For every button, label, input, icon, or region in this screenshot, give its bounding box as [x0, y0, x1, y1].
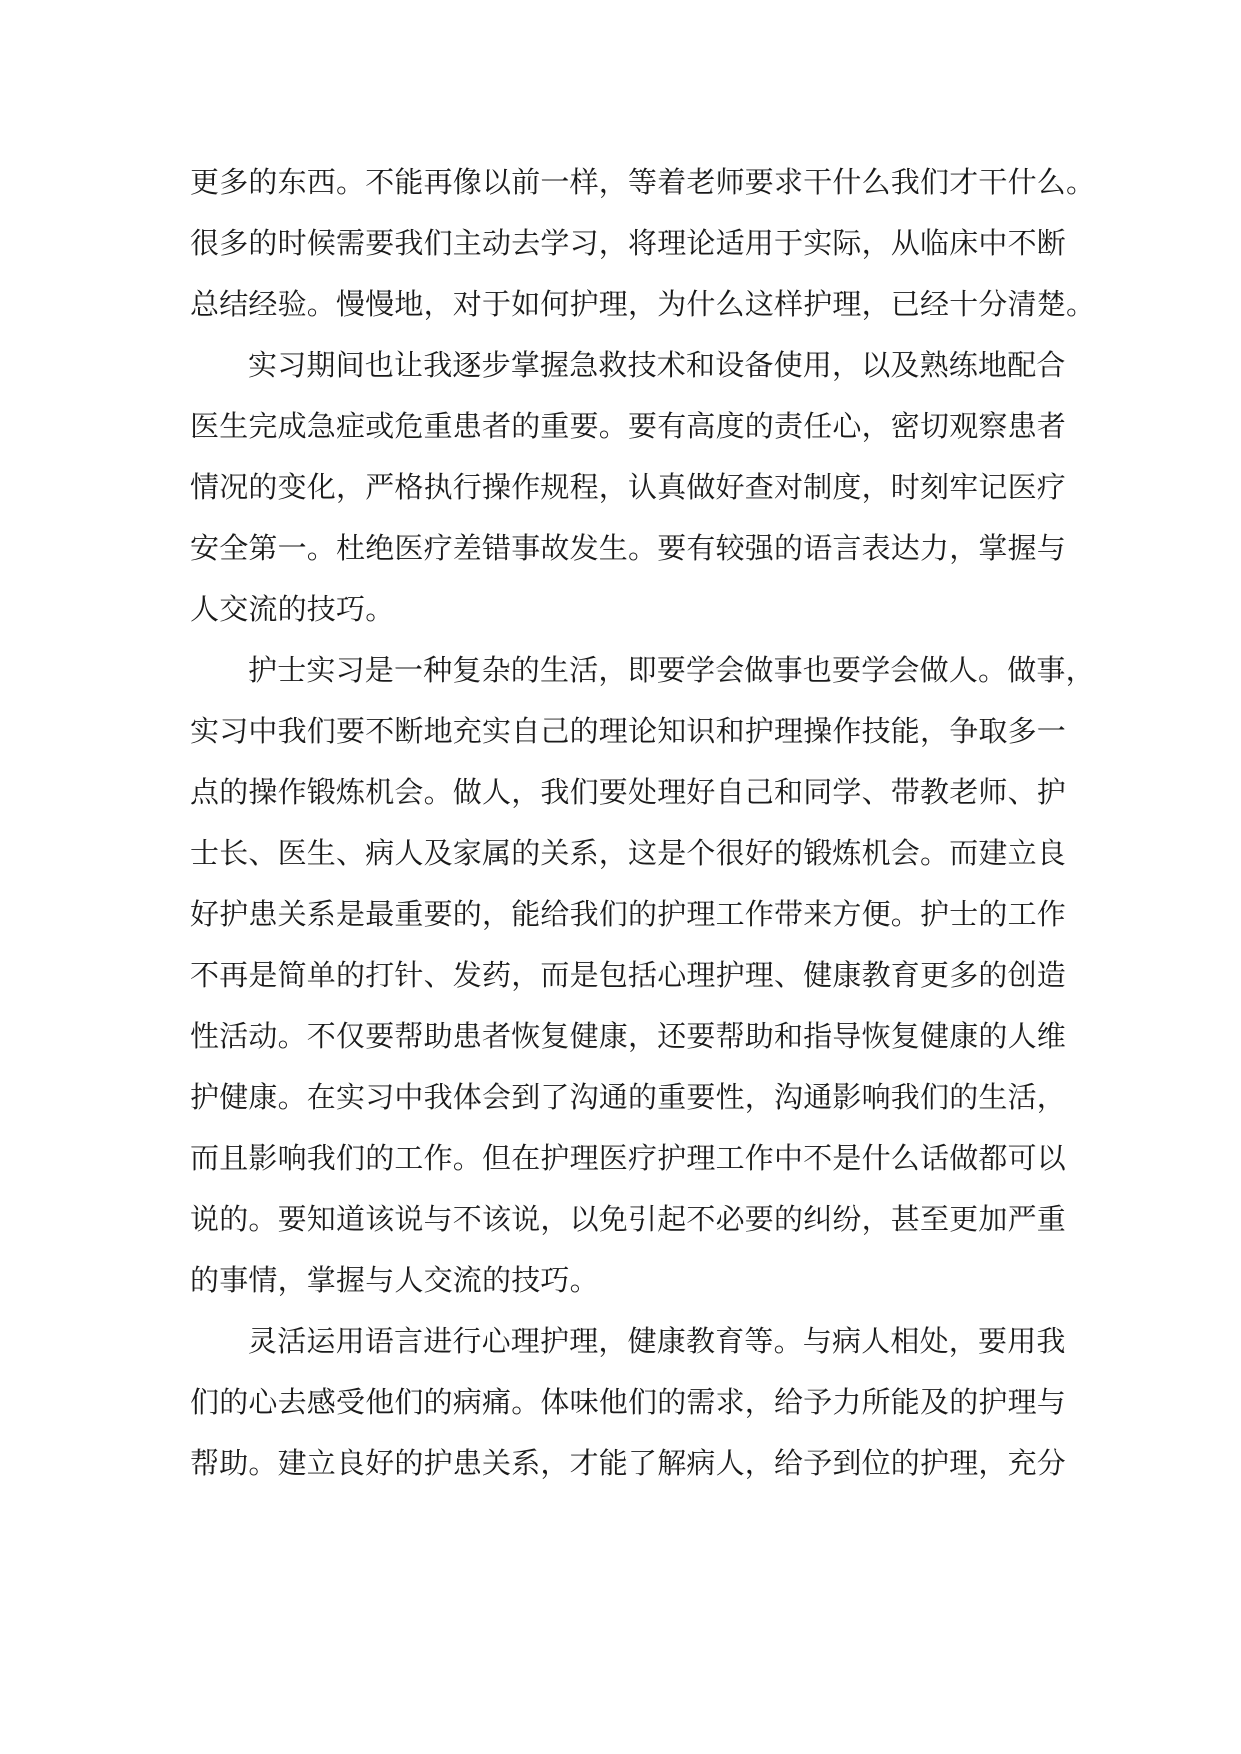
document-body: [190, 152, 1096, 1494]
text-line: 医生完成急症或危重患者的重要。要有高度的责任心，密切观察患者: [190, 409, 1067, 443]
text-line: 安全第一。杜绝医疗差错事故发生。要有较强的语言表达力，掌握与: [190, 531, 1067, 565]
text-line: 护健康。在实习中我体会到了沟通的重要性，沟通影响我们的生活，: [190, 1080, 1067, 1114]
text-line: 说的。要知道该说与不该说，以免引起不必要的纠纷，甚至更加严重: [190, 1202, 1067, 1236]
text-line: 情况的变化，严格执行操作规程，认真做好查对制度，时刻牢记医疗: [190, 470, 1067, 504]
text-line: 不再是简单的打针、发药，而是包括心理护理、健康教育更多的创造: [190, 958, 1067, 992]
text-line: 灵活运用语言进行心理护理，健康教育等。与病人相处，要用我: [248, 1324, 1066, 1358]
text-line: 的事情，掌握与人交流的技巧。: [190, 1263, 599, 1297]
text-line: 人交流的技巧。: [190, 592, 395, 626]
text-line: 实习期间也让我逐步掌握急救技术和设备使用，以及熟练地配合: [248, 348, 1066, 382]
text-line: 总结经验。慢慢地，对于如何护理，为什么这样护理，已经十分清楚。: [190, 287, 1096, 321]
text-line: 而且影响我们的工作。但在护理医疗护理工作中不是什么话做都可以: [190, 1141, 1067, 1175]
text-line: 护士实习是一种复杂的生活，即要学会做事也要学会做人。做事，: [248, 653, 1095, 687]
text-line: 很多的时候需要我们主动去学习，将理论适用于实际，从临床中不断: [190, 226, 1067, 260]
text-line: 点的操作锻炼机会。做人，我们要处理好自己和同学、带教老师、护: [190, 775, 1067, 809]
text-line: 们的心去感受他们的病痛。体味他们的需求，给予力所能及的护理与: [190, 1385, 1067, 1419]
text-line: 帮助。建立良好的护患关系，才能了解病人，给予到位的护理，充分: [190, 1446, 1067, 1480]
text-line: 实习中我们要不断地充实自己的理论知识和护理操作技能，争取多一: [190, 714, 1067, 748]
text-line: 性活动。不仅要帮助患者恢复健康，还要帮助和指导恢复健康的人维: [190, 1019, 1067, 1053]
text-line: 士长、医生、病人及家属的关系，这是个很好的锻炼机会。而建立良: [190, 836, 1067, 870]
text-line: 更多的东西。不能再像以前一样，等着老师要求干什么我们才干什么。: [190, 165, 1096, 199]
text-line: 好护患关系是最重要的，能给我们的护理工作带来方便。护士的工作: [190, 897, 1067, 931]
